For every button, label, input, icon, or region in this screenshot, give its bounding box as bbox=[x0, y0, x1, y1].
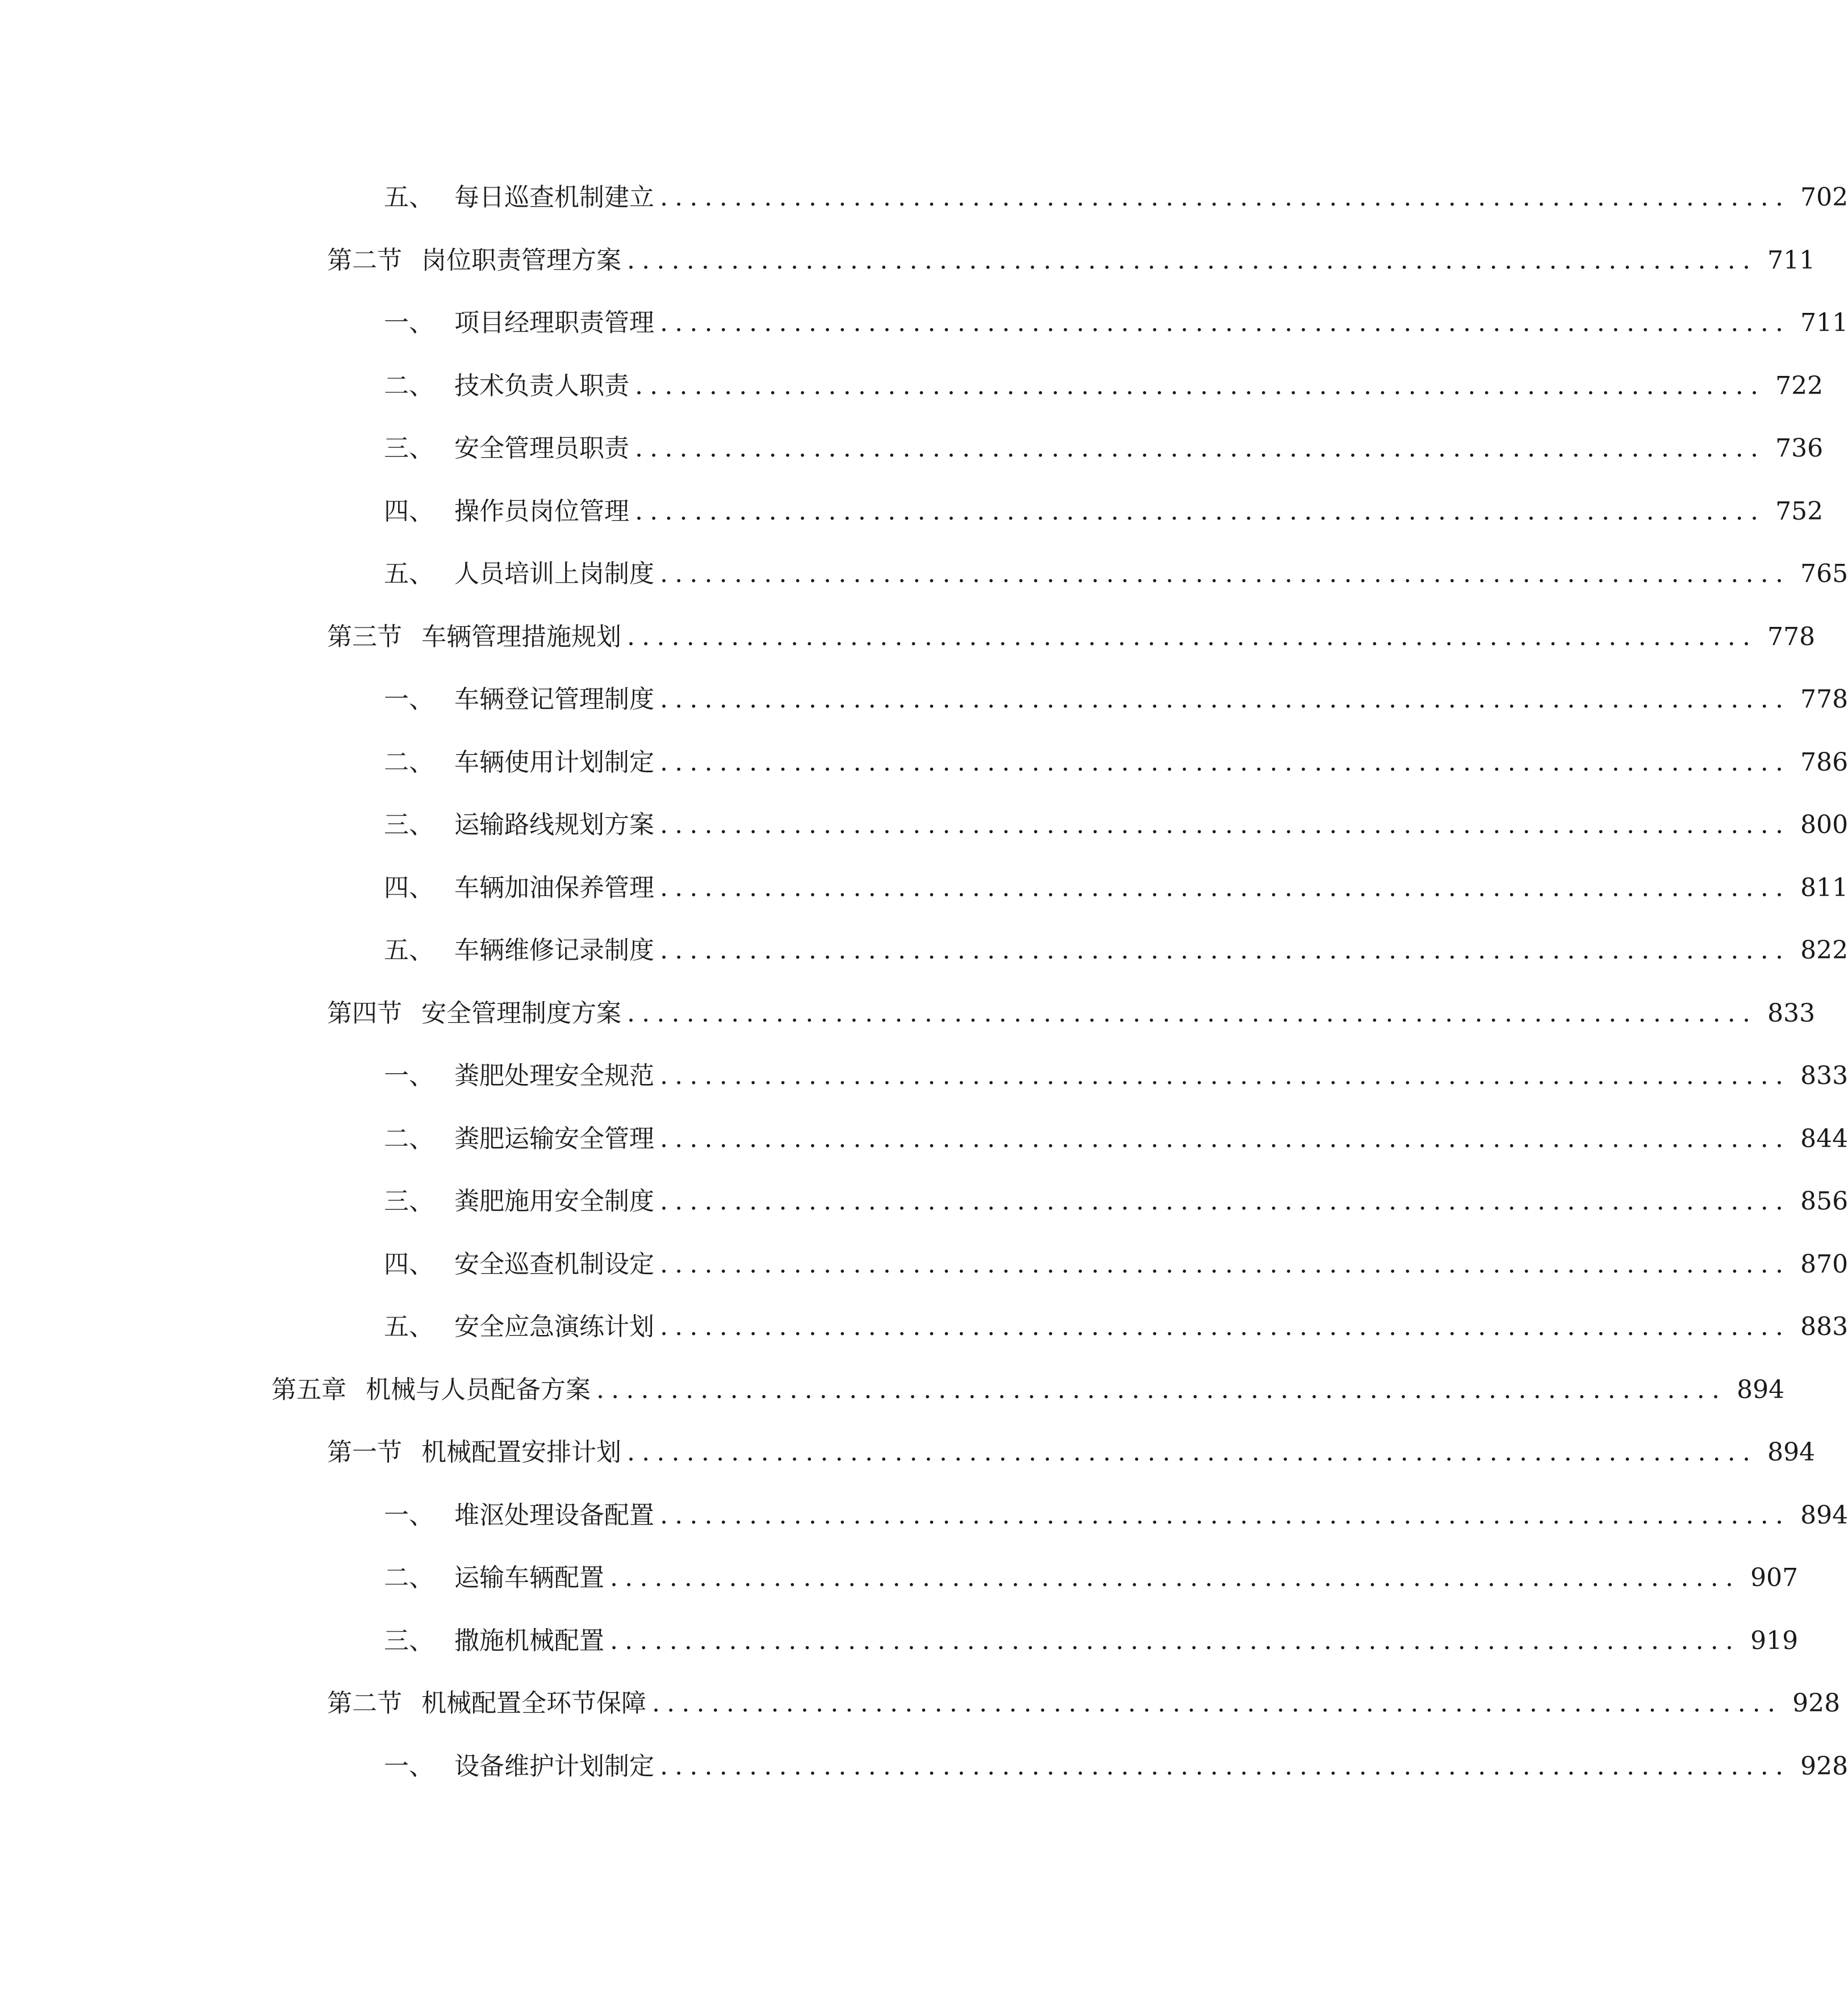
toc-entry-page-number: 711 bbox=[1800, 308, 1848, 337]
toc-dot-leader: ............................................................................ bbox=[627, 622, 1758, 651]
toc-dot-leader: ............................................................................ bbox=[660, 685, 1791, 714]
toc-entry-title: 机械配置安排计划 bbox=[421, 1438, 621, 1467]
toc-entry-page-number: 800 bbox=[1800, 810, 1848, 839]
toc-dot-leader: ............................................................................ bbox=[610, 1563, 1741, 1592]
toc-entry-page-number: 722 bbox=[1775, 371, 1824, 400]
toc-entry-title: 车辆使用计划制定 bbox=[454, 748, 654, 777]
toc-entry-page-number: 894 bbox=[1767, 1438, 1816, 1467]
toc-entry-number: 五、 bbox=[384, 1312, 434, 1341]
toc-entry[interactable] bbox=[0, 614, 1816, 660]
toc-entry-number: 第五章 bbox=[271, 1375, 346, 1404]
toc-entry-page-number: 778 bbox=[1800, 685, 1848, 714]
toc-entry-row bbox=[384, 677, 1848, 722]
toc-entry-page-number: 822 bbox=[1800, 936, 1848, 965]
toc-dot-leader: ............................................................................ bbox=[660, 1250, 1791, 1279]
toc-entry-page-number: 894 bbox=[1800, 1501, 1848, 1530]
toc-entry-page-number: 844 bbox=[1800, 1124, 1848, 1153]
toc-entry-title: 粪肥施用安全制度 bbox=[454, 1187, 654, 1216]
toc-entry-number: 第二节 bbox=[327, 246, 402, 275]
toc-entry-page-number: 811 bbox=[1800, 873, 1848, 902]
toc-entry-number: 二、 bbox=[384, 371, 434, 400]
toc-entry-title: 车辆维修记录制度 bbox=[454, 936, 654, 965]
toc-entry-number: 三、 bbox=[384, 434, 434, 463]
toc-entry-number: 第一节 bbox=[327, 1438, 402, 1467]
toc-entry[interactable] bbox=[0, 1304, 1848, 1350]
toc-dot-leader: ............................................................................ bbox=[635, 434, 1766, 463]
toc-entry-page-number: 919 bbox=[1750, 1626, 1799, 1655]
toc-entry-page-number: 752 bbox=[1775, 497, 1824, 526]
toc-dot-leader: ............................................................................ bbox=[660, 1187, 1791, 1216]
toc-dot-leader: ............................................................................ bbox=[660, 1501, 1791, 1530]
toc-dot-leader: ............................................................................ bbox=[660, 748, 1791, 777]
toc-entry-row bbox=[327, 991, 1816, 1036]
toc-entry-title: 车辆管理措施规划 bbox=[421, 622, 621, 651]
toc-dot-leader: ............................................................................ bbox=[660, 308, 1791, 337]
toc-dot-leader: ............................................................................ bbox=[627, 999, 1758, 1028]
toc-entry[interactable] bbox=[0, 426, 1824, 471]
toc-entry-title: 机械配置全环节保障 bbox=[421, 1689, 646, 1718]
toc-entry-number: 一、 bbox=[384, 1501, 434, 1530]
toc-dot-leader: ............................................................................ bbox=[627, 246, 1758, 275]
toc-entry-row bbox=[327, 1681, 1841, 1726]
toc-entry-page-number: 883 bbox=[1800, 1312, 1848, 1341]
toc-entry-title: 安全管理员职责 bbox=[454, 434, 629, 463]
toc-entry-title: 粪肥处理安全规范 bbox=[454, 1061, 654, 1090]
toc-dot-leader: ............................................................................ bbox=[610, 1626, 1741, 1655]
toc-entry-number: 五、 bbox=[384, 936, 434, 965]
toc-entry-page-number: 786 bbox=[1800, 748, 1848, 777]
toc-entry[interactable] bbox=[0, 551, 1848, 597]
toc-entry[interactable] bbox=[0, 363, 1824, 409]
toc-entry-number: 一、 bbox=[384, 1061, 434, 1090]
toc-entry-number: 一、 bbox=[384, 1752, 434, 1781]
toc-dot-leader: ............................................................................ bbox=[652, 1689, 1783, 1718]
toc-entry[interactable] bbox=[0, 1179, 1848, 1224]
toc-entry-number: 四、 bbox=[384, 873, 434, 902]
toc-entry-number: 二、 bbox=[384, 1563, 434, 1592]
toc-entry-row bbox=[384, 802, 1848, 848]
toc-entry-number: 第三节 bbox=[327, 622, 402, 651]
toc-entry-page-number: 894 bbox=[1737, 1375, 1785, 1404]
toc-entry-page-number: 736 bbox=[1775, 434, 1824, 463]
toc-entry-title: 岗位职责管理方案 bbox=[421, 246, 621, 275]
toc-entry-number: 三、 bbox=[384, 1187, 434, 1216]
toc-entry[interactable] bbox=[0, 1116, 1848, 1162]
toc-entry-page-number: 765 bbox=[1800, 559, 1848, 588]
toc-dot-leader: ............................................................................ bbox=[635, 371, 1766, 400]
toc-entry-row bbox=[327, 614, 1816, 660]
toc-entry[interactable] bbox=[0, 1555, 1799, 1601]
toc-dot-leader: ............................................................................ bbox=[660, 1124, 1791, 1153]
toc-entry-row bbox=[384, 1179, 1848, 1224]
toc-entry-number: 第四节 bbox=[327, 999, 402, 1028]
toc-entry-page-number: 928 bbox=[1800, 1752, 1848, 1781]
toc-entry-number: 五、 bbox=[384, 183, 434, 212]
toc-entry-title: 设备维护计划制定 bbox=[454, 1752, 654, 1781]
toc-entry-row bbox=[384, 1116, 1848, 1162]
toc-entry[interactable] bbox=[0, 489, 1824, 534]
toc-entry-row bbox=[384, 865, 1848, 911]
toc-entry-number: 二、 bbox=[384, 748, 434, 777]
toc-entry-page-number: 907 bbox=[1750, 1563, 1799, 1592]
toc-entry-title: 机械与人员配备方案 bbox=[366, 1375, 591, 1404]
toc-entry-title: 运输路线规划方案 bbox=[454, 810, 654, 839]
toc-entry[interactable] bbox=[0, 865, 1848, 911]
toc-entry-number: 四、 bbox=[384, 497, 434, 526]
toc-entry-title: 操作员岗位管理 bbox=[454, 497, 629, 526]
toc-dot-leader: ............................................................................ bbox=[596, 1375, 1727, 1404]
toc-entry-title: 技术负责人职责 bbox=[454, 371, 629, 400]
toc-entry-title: 堆沤处理设备配置 bbox=[454, 1501, 654, 1530]
toc-entry-row bbox=[384, 928, 1848, 973]
toc-entry-title: 安全应急演练计划 bbox=[454, 1312, 654, 1341]
toc-entry[interactable] bbox=[0, 1681, 1841, 1726]
toc-entry-page-number: 870 bbox=[1800, 1250, 1848, 1279]
toc-entry-page-number: 711 bbox=[1767, 246, 1816, 275]
toc-entry-title: 每日巡查机制建立 bbox=[454, 183, 654, 212]
toc-entry-row bbox=[327, 238, 1816, 283]
toc-entry[interactable] bbox=[0, 175, 1848, 220]
toc-entry-row bbox=[384, 1053, 1848, 1099]
toc-entry-number: 一、 bbox=[384, 685, 434, 714]
toc-entry[interactable] bbox=[0, 1618, 1799, 1664]
toc-dot-leader: ............................................................................ bbox=[627, 1438, 1758, 1467]
toc-entry[interactable] bbox=[0, 1744, 1848, 1789]
toc-entry-page-number: 856 bbox=[1800, 1187, 1848, 1216]
toc-entry-number: 四、 bbox=[384, 1250, 434, 1279]
toc-entry-page-number: 928 bbox=[1792, 1689, 1841, 1718]
toc-entry-title: 安全巡查机制设定 bbox=[454, 1250, 654, 1279]
toc-dot-leader: ............................................................................ bbox=[660, 873, 1791, 902]
toc-entry-number: 第二节 bbox=[327, 1689, 402, 1718]
toc-entry-title: 人员培训上岗制度 bbox=[454, 559, 654, 588]
toc-entry-number: 三、 bbox=[384, 810, 434, 839]
toc-entry-title: 项目经理职责管理 bbox=[454, 308, 654, 337]
toc-dot-leader: ............................................................................ bbox=[660, 810, 1791, 839]
toc-entry-row bbox=[384, 1618, 1799, 1664]
toc-dot-leader: ............................................................................ bbox=[660, 936, 1791, 965]
toc-entry-row bbox=[384, 1304, 1848, 1350]
toc-entry[interactable] bbox=[0, 802, 1848, 848]
toc-entry-row bbox=[271, 1367, 1785, 1413]
toc-entry-page-number: 702 bbox=[1800, 183, 1848, 212]
toc-entry-number: 五、 bbox=[384, 559, 434, 588]
toc-entry-row bbox=[384, 1744, 1848, 1789]
toc-entry-row bbox=[384, 551, 1848, 597]
toc-entry-row bbox=[384, 1493, 1848, 1538]
toc-dot-leader: ............................................................................ bbox=[660, 183, 1791, 212]
toc-entry-number: 一、 bbox=[384, 308, 434, 337]
toc-entry-row bbox=[384, 175, 1848, 220]
toc-entry-page-number: 833 bbox=[1800, 1061, 1848, 1090]
toc-entry-page-number: 833 bbox=[1767, 999, 1816, 1028]
toc-entry-title: 粪肥运输安全管理 bbox=[454, 1124, 654, 1153]
toc-entry-number: 二、 bbox=[384, 1124, 434, 1153]
toc-entry-row bbox=[384, 426, 1824, 471]
toc-entry[interactable] bbox=[0, 928, 1848, 973]
toc-entry-row bbox=[384, 1555, 1799, 1601]
toc-entry-row bbox=[384, 1242, 1848, 1287]
toc-entry[interactable] bbox=[0, 238, 1816, 283]
toc-entry[interactable] bbox=[0, 1430, 1816, 1475]
toc-dot-leader: ............................................................................ bbox=[635, 497, 1766, 526]
toc-entry[interactable] bbox=[0, 740, 1848, 785]
toc-dot-leader: ............................................................................ bbox=[660, 1752, 1791, 1781]
toc-entry[interactable] bbox=[0, 1053, 1848, 1099]
toc-entry[interactable] bbox=[0, 991, 1816, 1036]
toc-dot-leader: ............................................................................ bbox=[660, 1312, 1791, 1341]
toc-entry-row bbox=[327, 1430, 1816, 1475]
toc-entry[interactable] bbox=[0, 1367, 1785, 1413]
toc-entry-title: 运输车辆配置 bbox=[454, 1563, 604, 1592]
toc-entry-row bbox=[384, 489, 1824, 534]
toc-entry-number: 三、 bbox=[384, 1626, 434, 1655]
toc-entry-title: 车辆登记管理制度 bbox=[454, 685, 654, 714]
toc-dot-leader: ............................................................................ bbox=[660, 559, 1791, 588]
toc-entry[interactable] bbox=[0, 1493, 1848, 1538]
toc-entry-row bbox=[384, 363, 1824, 409]
toc-entry[interactable] bbox=[0, 677, 1848, 722]
toc-entry[interactable] bbox=[0, 300, 1848, 346]
toc-entry-title: 撒施机械配置 bbox=[454, 1626, 604, 1655]
toc-entry[interactable] bbox=[0, 1242, 1848, 1287]
toc-entry-title: 车辆加油保养管理 bbox=[454, 873, 654, 902]
toc-entry-row bbox=[384, 300, 1848, 346]
toc-entry-title: 安全管理制度方案 bbox=[421, 999, 621, 1028]
toc-entry-page-number: 778 bbox=[1767, 622, 1816, 651]
toc-entry-row bbox=[384, 740, 1848, 785]
toc-dot-leader: ............................................................................ bbox=[660, 1061, 1791, 1090]
